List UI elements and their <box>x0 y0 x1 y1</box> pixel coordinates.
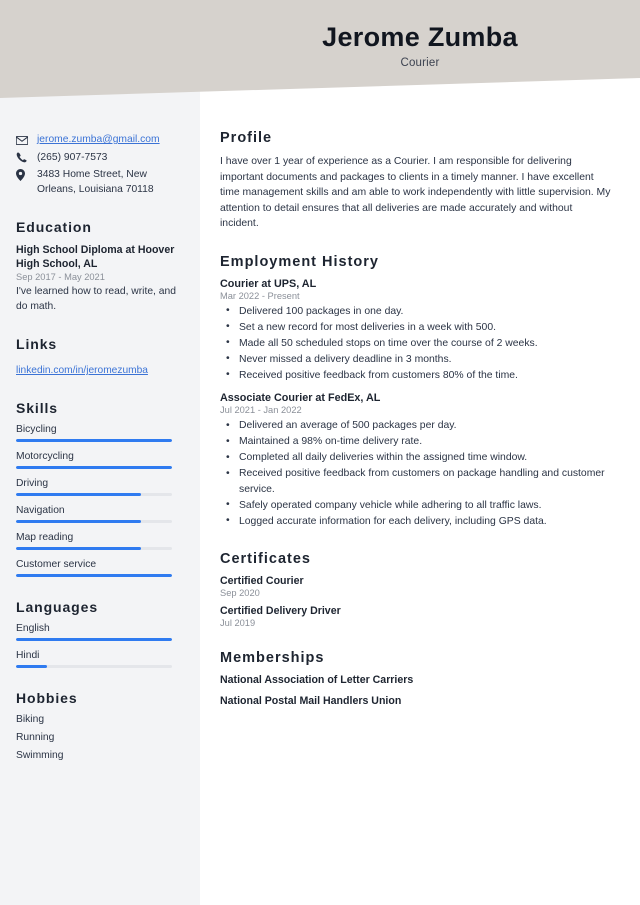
education-description: I've learned how to read, write, and do math. <box>16 286 176 312</box>
bullet-item: • Logged accurate information for each delivery, including GPS data. <box>220 514 612 530</box>
employment-bullets <box>220 304 612 384</box>
languages-list <box>16 623 182 668</box>
skill-bar-fill <box>16 520 141 523</box>
skill-item <box>16 478 182 496</box>
memberships-heading: Memberships <box>220 650 325 666</box>
skill-bar-fill <box>16 466 172 469</box>
bullet-item: • Delivered an average of 500 packages per day. <box>220 418 612 434</box>
sidebar <box>0 0 200 768</box>
language-item <box>16 650 182 668</box>
profile-text: I have over 1 year of experience as a Courier. I am responsible for delivering important documents and packages to clients in a timely manner. I have excellent time management skills and am able to work independently with little supervision. My attention to detail ensures that all deliveries are made accurately and without incident. <box>220 156 611 229</box>
bullet-item: • Received positive feedback from customers 80% of the time. <box>220 368 612 384</box>
profile-heading: Profile <box>220 130 273 146</box>
skill-bar-fill <box>16 493 141 496</box>
phone-number: (265) 907-7573 <box>37 151 108 163</box>
certificate-name: Certified Delivery Driver <box>220 605 341 617</box>
skill-label: Bicycling <box>16 424 57 435</box>
contact-item-email <box>16 133 182 148</box>
certificate-date: Jul 2019 <box>220 618 256 628</box>
certificate-entry <box>220 605 612 628</box>
map-pin-icon <box>16 168 29 182</box>
membership-item: National Association of Letter Carriers <box>220 674 414 686</box>
skill-bar-fill <box>16 574 172 577</box>
linkedin-link[interactable]: linkedin.com/in/jeromezumba <box>16 365 148 376</box>
education-title: High School Diploma at Hoover High School, AL <box>16 244 175 270</box>
hobby-item: Biking <box>16 714 45 725</box>
education-heading: Education <box>16 219 92 235</box>
skill-label: Map reading <box>16 532 74 543</box>
skill-label: Motorcycling <box>16 451 74 462</box>
language-bar-fill <box>16 665 47 668</box>
bullet-item: • Delivered 100 packages in one day. <box>220 304 612 320</box>
language-bar-track <box>16 665 172 668</box>
skill-item <box>16 532 182 550</box>
certificate-date: Sep 2020 <box>220 588 260 598</box>
phone-icon <box>16 151 29 165</box>
languages-heading: Languages <box>16 599 99 615</box>
skill-item <box>16 505 182 523</box>
skill-label: Customer service <box>16 559 97 570</box>
education-entry <box>16 243 182 314</box>
address-text: 3483 Home Street, New Orleans, Louisiana 70118 <box>37 169 154 195</box>
main-content <box>200 0 640 716</box>
certificates-heading: Certificates <box>220 551 311 567</box>
skill-item <box>16 559 182 577</box>
envelope-icon <box>16 133 29 147</box>
employment-entry <box>220 392 612 529</box>
contact-item-address <box>16 168 182 197</box>
bullet-item: • Set a new record for most deliveries in a week with 500. <box>220 320 612 336</box>
skill-item <box>16 451 182 469</box>
certificate-name: Certified Courier <box>220 575 304 587</box>
skill-item <box>16 424 182 442</box>
candidate-name: Jerome Zumba <box>322 22 518 52</box>
language-label: English <box>16 623 50 634</box>
header <box>200 22 640 69</box>
skill-bar-track <box>16 574 172 577</box>
email-link[interactable]: jerome.zumba@gmail.com <box>37 134 160 145</box>
hobby-item: Swimming <box>16 750 64 761</box>
hobbies-heading: Hobbies <box>16 690 78 706</box>
bullet-item: • Completed all daily deliveries within the assigned time window. <box>220 450 612 466</box>
skill-bar-track <box>16 547 172 550</box>
employment-date: Jul 2021 - Jan 2022 <box>220 405 302 415</box>
skill-bar-track <box>16 439 172 442</box>
language-item <box>16 623 182 641</box>
language-label: Hindi <box>16 650 40 661</box>
language-bar-track <box>16 638 172 641</box>
education-date: Sep 2017 - May 2021 <box>16 272 105 282</box>
skills-list <box>16 424 182 577</box>
bullet-item: • Maintained a 98% on-time delivery rate. <box>220 434 612 450</box>
skills-heading: Skills <box>16 400 58 416</box>
skill-bar-fill <box>16 439 172 442</box>
employment-title: Courier at UPS, AL <box>220 277 317 290</box>
skill-label: Driving <box>16 478 49 489</box>
language-bar-fill <box>16 638 172 641</box>
contact-list <box>16 133 182 197</box>
skill-label: Navigation <box>16 505 65 516</box>
contact-item-phone <box>16 151 182 166</box>
bullet-item: • Safely operated company vehicle while adhering to all traffic laws. <box>220 498 612 514</box>
skill-bar-fill <box>16 547 141 550</box>
skill-bar-track <box>16 493 172 496</box>
certificate-entry <box>220 575 612 598</box>
skill-bar-track <box>16 520 172 523</box>
candidate-job-title: Courier <box>400 57 440 70</box>
hobbies-list <box>16 714 182 761</box>
links-heading: Links <box>16 336 58 352</box>
bullet-item: • Made all 50 scheduled stops on time over the course of 2 weeks. <box>220 336 612 352</box>
employment-heading: Employment History <box>220 253 379 270</box>
employment-bullets <box>220 418 612 529</box>
membership-item: National Postal Mail Handlers Union <box>220 695 402 707</box>
skill-bar-track <box>16 466 172 469</box>
bullet-item: • Received positive feedback from customers on package handling and customer service. <box>220 466 612 497</box>
employment-date: Mar 2022 - Present <box>220 290 300 301</box>
bullet-item: • Never missed a delivery deadline in 3 months. <box>220 352 612 368</box>
hobby-item: Running <box>16 732 55 743</box>
employment-title: Associate Courier at FedEx, AL <box>220 392 381 404</box>
employment-entry <box>220 278 612 384</box>
